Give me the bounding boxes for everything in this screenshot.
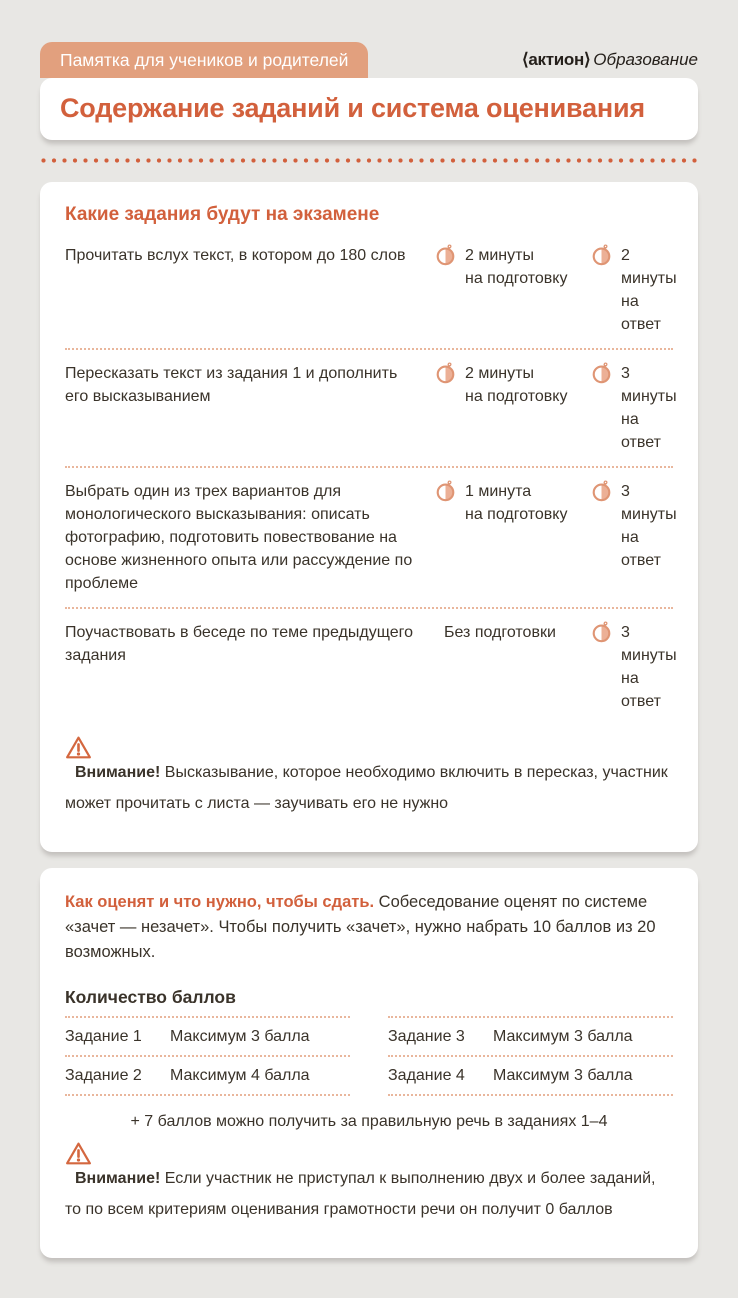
bonus-note: + 7 баллов можно получить за правильную речь в заданиях 1–4 bbox=[130, 1113, 608, 1130]
answer-time-cell bbox=[590, 480, 677, 595]
stopwatch-icon bbox=[434, 362, 457, 385]
time-value: 3 минуты bbox=[621, 365, 677, 405]
warning-icon bbox=[65, 735, 673, 760]
task-description: Выбрать один из трех вариантов для монологического высказывания: описать фотографию, подготовить повествование на основе жизненного опыта или рассуждение по проблеме bbox=[65, 483, 413, 592]
task-description: Поучаствовать в беседе по теме предыдущего задания bbox=[65, 624, 413, 664]
time-value: 2 минуты bbox=[465, 365, 534, 382]
prep-time-cell: Без подготовки bbox=[444, 624, 556, 641]
time-label: на подготовку bbox=[465, 270, 568, 287]
stopwatch-icon bbox=[434, 480, 457, 503]
stopwatch-icon bbox=[590, 362, 613, 385]
warning-title: Внимание! bbox=[75, 1170, 161, 1187]
prep-time-text bbox=[465, 244, 567, 290]
time-label: на ответ bbox=[621, 293, 661, 333]
score-task: Задание 3 bbox=[388, 1027, 465, 1045]
time-value: 1 минута bbox=[465, 483, 532, 500]
answer-time-text bbox=[621, 480, 677, 572]
answer-time-text bbox=[621, 621, 677, 713]
time-label: на ответ bbox=[621, 670, 661, 710]
memo-badge: Памятка для учеников и родителей bbox=[40, 42, 368, 78]
prep-time-text bbox=[465, 480, 567, 526]
scoring-lead bbox=[65, 890, 673, 965]
answer-time-text bbox=[621, 362, 677, 454]
answer-time-text bbox=[621, 244, 677, 336]
page-title: Содержание заданий и система оценивания bbox=[60, 93, 645, 123]
score-row bbox=[65, 1057, 350, 1096]
exam-heading: Какие задания будут на экзамене bbox=[65, 204, 380, 225]
prep-time-cell bbox=[434, 480, 590, 595]
score-value: Максимум 3 балла bbox=[493, 1066, 633, 1084]
score-value: Максимум 4 балла bbox=[170, 1066, 310, 1084]
scoring-card bbox=[40, 868, 698, 1258]
score-row bbox=[388, 1057, 673, 1096]
exam-task-row bbox=[65, 609, 677, 725]
exam-task-row bbox=[65, 232, 677, 350]
score-task: Задание 1 bbox=[65, 1027, 142, 1045]
time-label: на ответ bbox=[621, 411, 661, 451]
exam-task-row bbox=[65, 468, 677, 609]
stopwatch-icon bbox=[434, 244, 457, 267]
score-row bbox=[65, 1016, 350, 1057]
answer-time-cell bbox=[590, 244, 677, 336]
score-row bbox=[388, 1016, 673, 1057]
answer-time-cell bbox=[590, 621, 677, 713]
time-value: 2 минуты bbox=[465, 247, 534, 264]
exam-task-row bbox=[65, 350, 677, 468]
warning-note bbox=[65, 735, 673, 816]
prep-time-cell bbox=[434, 362, 590, 454]
brand-logo bbox=[522, 50, 698, 78]
warning-icon bbox=[65, 1141, 673, 1166]
stopwatch-icon bbox=[590, 480, 613, 503]
score-task: Задание 4 bbox=[388, 1066, 465, 1084]
warning-text: Высказывание, которое необходимо включить в пересказ, участник может прочитать с листа — заучивать его не нужно bbox=[65, 764, 668, 812]
time-value: 2 минуты bbox=[621, 247, 677, 287]
score-task: Задание 2 bbox=[65, 1066, 142, 1084]
header bbox=[40, 42, 698, 78]
stopwatch-icon bbox=[590, 244, 613, 267]
answer-time-cell bbox=[590, 362, 677, 454]
warning-title: Внимание! bbox=[75, 764, 161, 781]
score-table bbox=[65, 1016, 673, 1096]
warning-note bbox=[65, 1141, 673, 1222]
time-label: на подготовку bbox=[465, 506, 568, 523]
time-label: на подготовку bbox=[465, 388, 568, 405]
scoring-lead-heading: Как оценят и что нужно, чтобы сдать. bbox=[65, 893, 375, 911]
brand-logo-mark: ⟨актион⟩ bbox=[522, 50, 591, 69]
exam-tasks-card bbox=[40, 182, 698, 852]
score-value: Максимум 3 балла bbox=[493, 1027, 633, 1045]
title-card bbox=[40, 78, 698, 140]
time-value: 3 минуты bbox=[621, 483, 677, 523]
score-table-right-column bbox=[388, 1016, 673, 1096]
scores-heading: Количество баллов bbox=[65, 987, 236, 1007]
dotted-divider bbox=[41, 158, 697, 163]
score-value: Максимум 3 балла bbox=[170, 1027, 310, 1045]
warning-text: Если участник не приступал к выполнению двух и более заданий, то по всем критериям оценивания грамотности речи он получит 0 баллов bbox=[65, 1170, 656, 1218]
time-value: 3 минуты bbox=[621, 624, 677, 664]
time-label: на ответ bbox=[621, 529, 661, 569]
task-description: Прочитать вслух текст, в котором до 180 слов bbox=[65, 247, 406, 264]
score-table-left-column bbox=[65, 1016, 350, 1096]
prep-time-text bbox=[465, 362, 567, 408]
prep-time-cell bbox=[434, 244, 590, 336]
stopwatch-icon bbox=[590, 621, 613, 644]
brand-logo-name: Образование bbox=[593, 50, 698, 69]
scoring-lead-text: Собеседование оценят по системе «зачет — незачет». Чтобы получить «зачет», нужно набрать 10 баллов из 20 возможных. bbox=[65, 893, 656, 961]
task-description: Пересказать текст из задания 1 и дополнить его высказыванием bbox=[65, 365, 398, 405]
